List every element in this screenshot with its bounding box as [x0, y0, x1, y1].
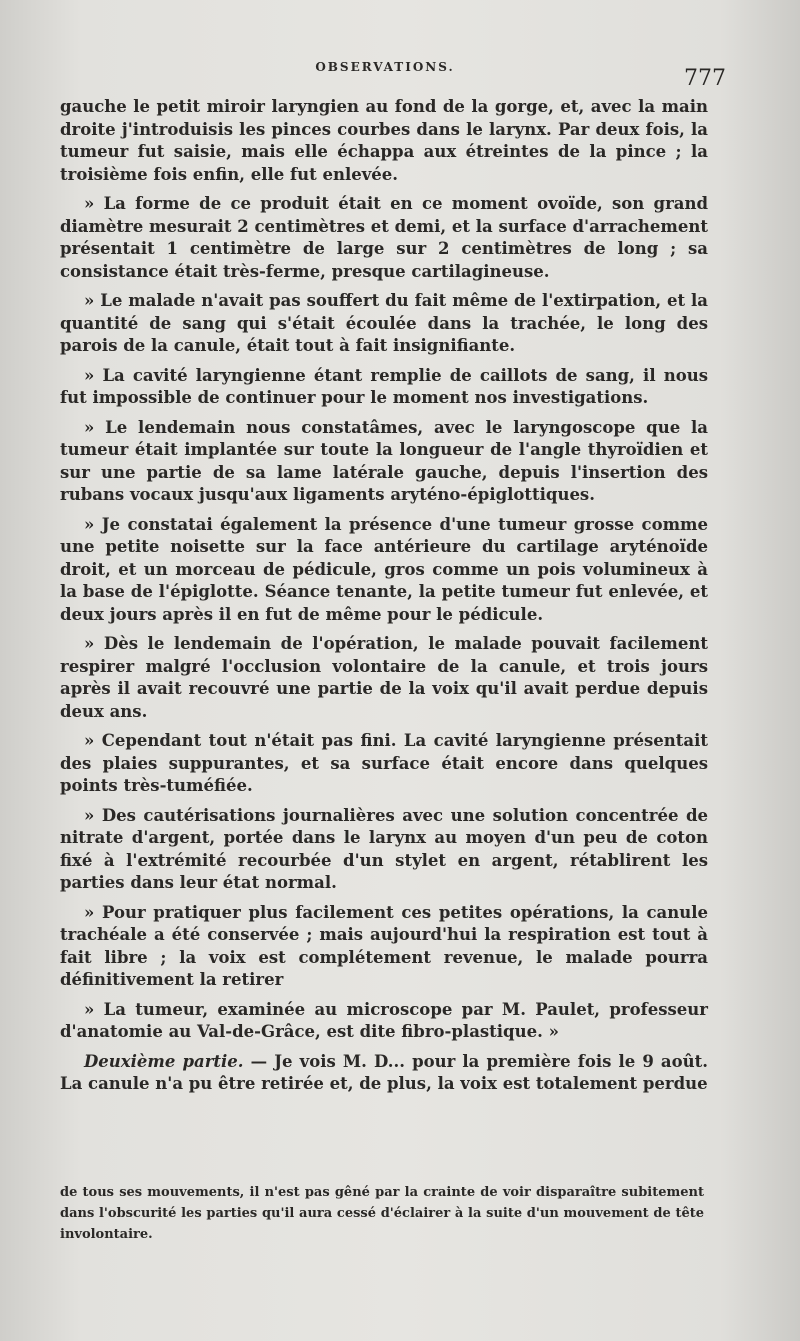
paragraph: gauche le petit miroir laryngien au fond de la gorge, et, avec la main droite j'introduisis les pinces courbes dans le larynx. Par deux fois, la tumeur fut saisie, mais elle échappa aux étreintes de la pince ; la troisième fois enfin, elle fut enlevée. — [60, 97, 708, 184]
page-number: 777 — [684, 66, 726, 91]
paragraph: » Le lendemain nous constatâmes, avec le laryngoscope que la tumeur était implantée sur toute la longueur de l'angle thyroïdien et sur une partie de sa lame latérale gauche, depuis l'insertion des rubans vocaux jusqu'aux ligaments aryténo-épiglottiques. — [60, 417, 708, 504]
page-header — [60, 56, 726, 96]
paragraph: » La forme de ce produit était en ce moment ovoïde, son grand diamètre mesurait 2 centimètres et demi, et la surface d'arrachement présentait 1 centimètre de large sur 2 centimètres de long ; sa consistance était très-ferme, presque cartilagineuse. — [60, 194, 708, 281]
main-text — [60, 96, 708, 1103]
footnote-text: de tous ses mouvements, il n'est pas gêné par la crainte de voir disparaître subitement dans l'obscurité les parties qu'il aura cessé d'éclairer à la suite d'un mouvement de tête involontaire. — [60, 1185, 704, 1242]
footnote — [60, 1182, 704, 1245]
paragraph: » La tumeur, examinée au microscope par M. Paulet, professeur d'anatomie au Val-de-Grâce, est dite fibro-plastique. » — [60, 999, 708, 1041]
paragraph — [60, 1051, 708, 1096]
running-title: OBSERVATIONS. — [315, 60, 455, 74]
paragraph: » Cependant tout n'était pas fini. La cavité laryngienne présentait des plaies suppurantes, et sa surface était encore dans quelques points très-tuméfiée. — [60, 731, 708, 795]
paragraph: » La cavité laryngienne étant remplie de caillots de sang, il nous fut impossible de continuer pour le moment nos investigations. — [60, 365, 708, 407]
paragraph: » Des cautérisations journalières avec une solution concentrée de nitrate d'argent, portée dans le larynx au moyen d'un peu de coton fixé à l'extrémité recourbée d'un stylet en argent, rétablirent les parties dans leur état normal. — [60, 805, 708, 892]
paragraph-text: — Je vois M. D... pour la première fois le 9 août. La canule n'a pu être retirée et, de plus, la voix est totalement perdue — [60, 1051, 708, 1093]
paragraph: » Le malade n'avait pas souffert du fait même de l'extirpation, et la quantité de sang qui s'était écoulée dans la trachée, le long des parois de la canule, était tout à fait insignifiante. — [60, 291, 708, 355]
paragraph: » Dès le lendemain de l'opération, le malade pouvait facilement respirer malgré l'occlusion volontaire de la canule, et trois jours après il avait recouvré une partie de la voix qu'il avait perdue depuis deux ans. — [60, 634, 708, 721]
paragraph: » Pour pratiquer plus facilement ces petites opérations, la canule trachéale a été conservée ; mais aujourd'hui la respiration est tout à fait libre ; la voix est complétement revenue, le malade pourra définitivement la retirer — [60, 902, 708, 989]
section-lead: Deuxième partie. — [84, 1051, 244, 1071]
paragraph: » Je constatai également la présence d'une tumeur grosse comme une petite noisette sur la face antérieure du cartilage aryténoïde droit, et un morceau de pédicule, gros comme un pois volumineux à la base de l'épiglotte. Séance tenante, la petite tumeur fut enlevée, et deux jours après il en fut de même pour le pédicule. — [60, 514, 708, 624]
